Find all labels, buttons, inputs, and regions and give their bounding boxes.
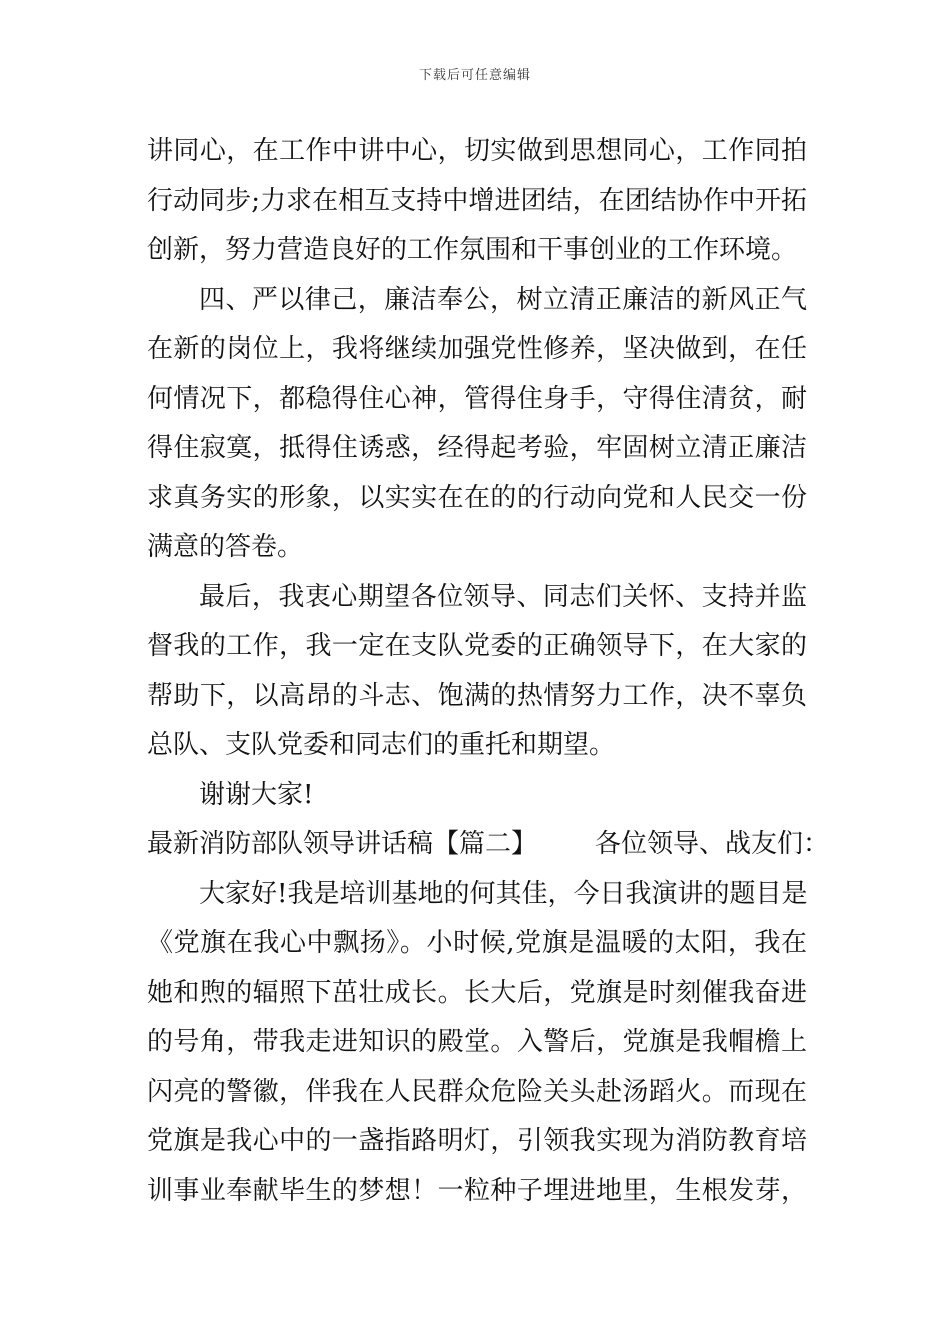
text-line: 在新的岗位上，我将继续加强党性修养，坚决做到，在任 (147, 334, 807, 364)
text-line: 她和煦的辐照下茁壮成长。长大后，党旗是时刻催我奋进 (147, 977, 807, 1008)
text-line: 求真务实的形象，以实实在在的的行动向党和人民交一份 (147, 482, 807, 513)
page-header: 下载后可任意编辑 (418, 68, 531, 83)
text-line: 四、严以律己，廉洁奉公，树立清正廉洁的新风正气 (199, 284, 807, 315)
text-line: 创新，努力营造良好的工作氛围和干事创业的工作环境。 (147, 235, 798, 265)
text-line: 最后，我衷心期望各位领导、同志们关怀、支持并监 (199, 581, 807, 612)
text-line: 谢谢大家! (199, 779, 314, 810)
text-line: 训事业奉献毕生的梦想！一粒种子埋进地里，生根发芽， (147, 1175, 807, 1206)
paragraph (147, 127, 807, 276)
text-line: 《党旗在我心中飘扬》。小时候,党旗是温暖的太阳，我在 (147, 928, 807, 958)
section-title: 最新消防部队领导讲话稿【篇二】 (147, 829, 538, 859)
text-line: 大家好!我是培训基地的何其佳，今日我演讲的题目是 (199, 878, 808, 909)
text-line: 得住寂寞，抵得住诱惑，经得起考验，牢固树立清正廉洁 (147, 433, 807, 463)
text-line: 督我的工作，我一定在支队党委的正确领导下，在大家的 (147, 631, 807, 661)
paragraph (147, 276, 807, 573)
text-line: 党旗是我心中的一盏指路明灯，引领我实现为消防教育培 (147, 1126, 807, 1156)
text-line: 帮助下，以高昂的斗志、饱满的热情努力工作，决不辜负 (147, 680, 807, 711)
text-line: 行动同步;力求在相互支持中增进团结，在团结协作中开拓 (147, 185, 807, 216)
text-line: 何情况下，都稳得住心神，管得住身手，守得住清贫，耐 (147, 383, 807, 414)
section-heading (147, 820, 830, 870)
paragraph (147, 771, 807, 821)
paragraph (147, 573, 807, 771)
document-body (147, 127, 830, 1216)
salutation: 各位领导、战友们： (595, 829, 830, 859)
text-line: 讲同心，在工作中讲中心，切实做到思想同心，工作同拍 (147, 136, 807, 166)
text-line: 闪亮的警徽，伴我在人民群众危险关头赴汤蹈火。而现在 (147, 1076, 807, 1107)
text-line: 总队、支队党委和同志们的重托和期望。 (147, 730, 616, 760)
text-line: 的号角，带我走进知识的殿堂。入警后，党旗是我帽檐上 (147, 1027, 807, 1057)
text-line: 满意的答卷。 (147, 532, 304, 562)
paragraph (147, 870, 807, 1217)
